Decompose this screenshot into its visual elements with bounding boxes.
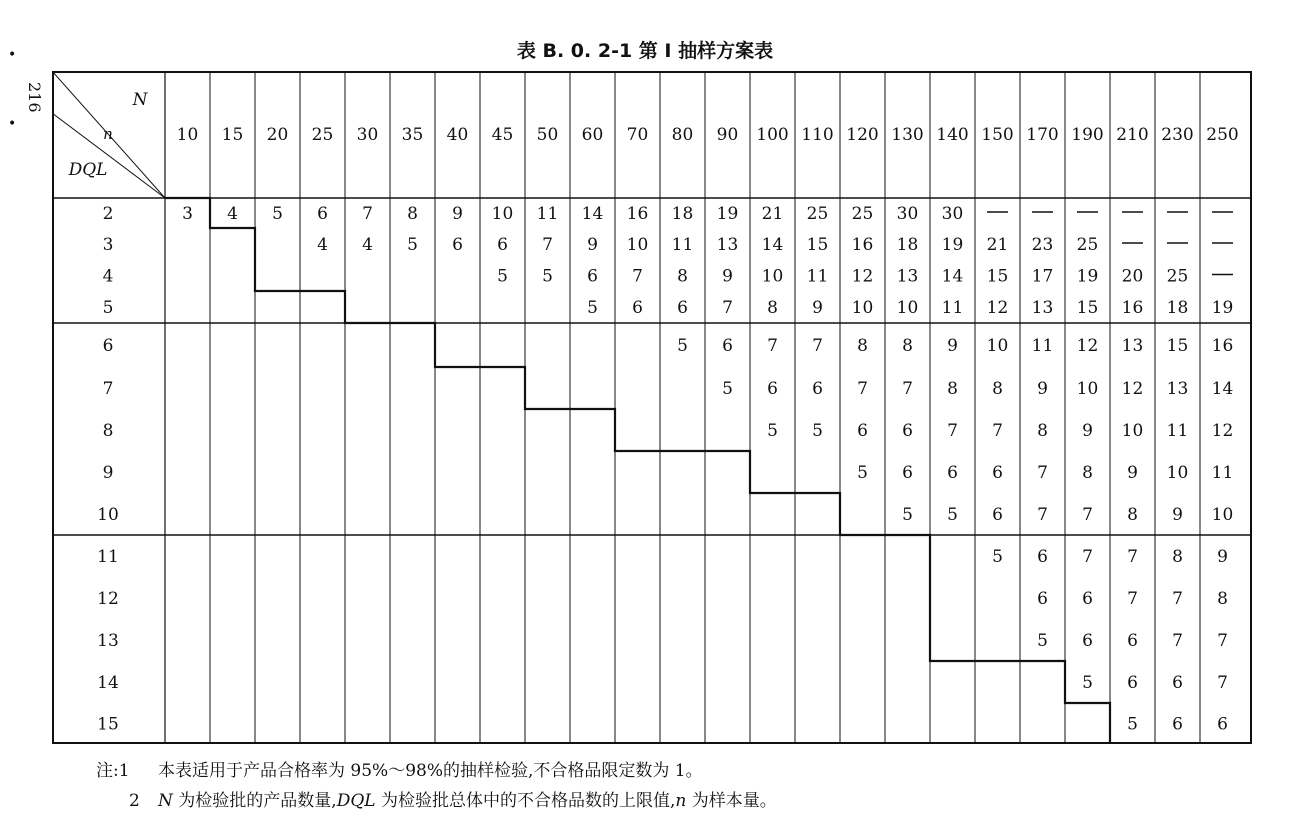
cell-value: 19 [941, 235, 964, 255]
note-2-number: 2 [129, 791, 140, 811]
cell-value: 8 [1082, 463, 1093, 483]
cell-value: 8 [992, 379, 1003, 399]
cell-value: 5 [1127, 714, 1138, 735]
cell-value: 10 [1121, 421, 1144, 441]
cell-value: 10 [986, 336, 1009, 356]
cell-value: 10 [761, 266, 784, 287]
table-cells [68, 90, 1239, 735]
table-notes [96, 756, 777, 816]
cell-value: 10 [1211, 505, 1234, 525]
cell-value: 21 [986, 235, 1009, 255]
margin-bullet: • [8, 47, 17, 63]
cell-value: 7 [362, 204, 373, 224]
cell-value: 5 [857, 463, 868, 483]
cell-value: 5 [677, 336, 688, 356]
cell-value: 5 [407, 235, 418, 255]
cell-value: 11 [806, 266, 829, 287]
cell-value: 6 [947, 463, 958, 483]
cell-value: 6 [1127, 673, 1138, 693]
sampling-plan-table [52, 71, 1252, 744]
cell-value: 5 [1082, 673, 1093, 693]
cell-value: 6 [317, 204, 328, 224]
cell-value: 21 [761, 204, 784, 224]
cell-value: 7 [767, 336, 778, 356]
n-header: 20 [266, 125, 289, 145]
cell-value: 8 [902, 336, 913, 356]
cell-value: 14 [941, 266, 964, 287]
n-header: 250 [1206, 125, 1239, 145]
cell-value: 6 [587, 266, 598, 287]
table-grid [52, 71, 1252, 744]
note-1-text: 本表适用于产品合格率为 95%～98%的抽样检验,不合格品限定数为 1。 [158, 761, 703, 781]
cell-value: 7 [1217, 673, 1228, 693]
n-header: 60 [581, 125, 604, 145]
cell-value: 18 [671, 204, 694, 224]
dql-label: 5 [102, 298, 114, 318]
dql-label: 11 [97, 547, 119, 567]
cell-value: 8 [1172, 547, 1183, 567]
cell-value: 6 [452, 235, 463, 255]
cell-value: 15 [1166, 336, 1189, 356]
cell-value: 13 [896, 266, 919, 287]
cell-value: 4 [227, 204, 238, 224]
cell-value: 20 [1121, 266, 1144, 287]
n-header: 10 [176, 125, 199, 145]
cell-value: 6 [857, 421, 868, 441]
cell-value: 6 [1037, 547, 1048, 567]
table-border [53, 72, 1251, 743]
cell-value: 12 [986, 298, 1009, 318]
dql-label: 15 [97, 714, 119, 735]
cell-value: 11 [1166, 421, 1189, 441]
cell-value: 12 [1076, 336, 1099, 356]
cell-value: 11 [941, 298, 964, 318]
cell-value: 8 [857, 336, 868, 356]
cell-value: 5 [1037, 631, 1048, 651]
n-header: 120 [846, 125, 879, 145]
n-header: 50 [536, 125, 559, 145]
note-2-text-c: 为样本量。 [686, 791, 777, 811]
cell-value: 7 [1037, 463, 1048, 483]
cell-value: 19 [1211, 298, 1234, 318]
cell-value: 13 [1121, 336, 1144, 356]
note-1 [96, 756, 777, 786]
n-header: 210 [1116, 125, 1149, 145]
cell-value: 8 [677, 266, 688, 287]
cell-value: 25 [1076, 235, 1099, 255]
n-header: 170 [1026, 125, 1059, 145]
n-header: 25 [311, 125, 334, 145]
cell-value: 23 [1031, 235, 1054, 255]
cell-value: 4 [362, 235, 373, 255]
n-header: 35 [401, 125, 424, 145]
n-header: 45 [491, 125, 514, 145]
dql-label: 2 [102, 204, 114, 224]
cell-value: 9 [1172, 505, 1183, 525]
cell-value: 19 [716, 204, 739, 224]
n-header: 130 [891, 125, 924, 145]
cell-value: 12 [1121, 379, 1144, 399]
cell-value: 8 [1127, 505, 1138, 525]
dql-label: 13 [97, 631, 119, 651]
cell-value: 7 [1082, 505, 1093, 525]
cell-value: 15 [986, 266, 1009, 287]
dql-label: 3 [102, 235, 114, 255]
cell-value: 6 [767, 379, 778, 399]
cell-value: 7 [1037, 505, 1048, 525]
dql-label: 7 [102, 379, 114, 399]
cell-value: 13 [1031, 298, 1054, 318]
cell-value: 16 [1121, 298, 1144, 318]
cell-value: 6 [1037, 589, 1048, 609]
cell-value: 10 [491, 204, 514, 224]
cell-value: 9 [1082, 421, 1093, 441]
cell-value: 5 [947, 505, 958, 525]
cell-value: 14 [761, 235, 784, 255]
note-2-text-b: 为检验批总体中的不合格品数的上限值, [375, 791, 676, 811]
cell-value: 7 [1172, 631, 1183, 651]
note-2-dql-symbol: DQL [336, 791, 376, 811]
cell-value: 7 [947, 421, 958, 441]
cell-value: 11 [1031, 336, 1054, 356]
cell-value: 10 [1166, 463, 1189, 483]
cell-value: 5 [497, 266, 508, 287]
cell-value: 5 [722, 379, 733, 399]
note-label: 注:1 [96, 761, 130, 781]
cell-value: 7 [632, 266, 643, 287]
cell-value: 9 [1037, 379, 1048, 399]
cell-value: 19 [1076, 266, 1099, 287]
note-2-n-small-symbol: n [675, 791, 687, 811]
dql-label: 9 [102, 463, 114, 483]
cell-value: 7 [1127, 589, 1138, 609]
cell-value: 16 [626, 204, 649, 224]
cell-value: 25 [1166, 266, 1189, 287]
n-header: 150 [981, 125, 1014, 145]
cell-value: 6 [1082, 589, 1093, 609]
dql-label: 4 [102, 266, 114, 287]
cell-value: 8 [1217, 589, 1228, 609]
table-title: 表 B. 0. 2-1 第 Ⅰ 抽样方案表 [516, 40, 774, 62]
n-header: 90 [716, 125, 739, 145]
n-header: 140 [936, 125, 969, 145]
cell-value: 6 [1172, 673, 1183, 693]
cell-value: 9 [722, 266, 733, 287]
cell-value: 9 [1127, 463, 1138, 483]
cell-value: 5 [767, 421, 778, 441]
cell-value: 6 [992, 505, 1003, 525]
cell-value: 9 [1217, 547, 1228, 567]
cell-value: 13 [1166, 379, 1189, 399]
cell-value: 18 [896, 235, 919, 255]
cell-value: 6 [902, 421, 913, 441]
cell-value: 4 [317, 235, 328, 255]
corner-label-n-upper: N [132, 90, 148, 110]
cell-value: 7 [722, 298, 733, 318]
cell-value: 13 [716, 235, 739, 255]
cell-value: 5 [542, 266, 553, 287]
corner-label-n-lower: n [103, 125, 113, 143]
dql-label: 8 [102, 421, 114, 441]
corner-label-dql: DQL [68, 160, 108, 180]
cell-value: 6 [992, 463, 1003, 483]
cell-value: 7 [1082, 547, 1093, 567]
cell-value: 8 [947, 379, 958, 399]
cell-value: 7 [812, 336, 823, 356]
page-number: 216 [25, 82, 44, 113]
cell-value: 30 [941, 204, 964, 224]
n-header: 230 [1161, 125, 1194, 145]
cell-value: 9 [947, 336, 958, 356]
margin-bullet: • [8, 116, 17, 132]
cell-value: 3 [182, 204, 193, 224]
cell-value: 16 [851, 235, 874, 255]
dql-label: 10 [97, 505, 119, 525]
cell-value: 7 [1127, 547, 1138, 567]
cell-value: 14 [1211, 379, 1234, 399]
cell-value: 14 [581, 204, 604, 224]
cell-value: 7 [857, 379, 868, 399]
cell-value: 7 [1217, 631, 1228, 651]
n-header: 40 [446, 125, 469, 145]
cell-value: 16 [1211, 336, 1234, 356]
cell-value: 6 [722, 336, 733, 356]
cell-value: 8 [767, 298, 778, 318]
cell-value: 18 [1166, 298, 1189, 318]
cell-value: 10 [1076, 379, 1099, 399]
n-header: 70 [626, 125, 649, 145]
cell-value: 7 [992, 421, 1003, 441]
cell-value: 12 [1211, 421, 1234, 441]
cell-value: 9 [452, 204, 463, 224]
note-2-n-symbol: N [158, 791, 173, 811]
cell-value: 25 [806, 204, 829, 224]
cell-value: 5 [587, 298, 598, 318]
n-header: 15 [221, 125, 244, 145]
cell-value: 6 [632, 298, 643, 318]
cell-value: 9 [587, 235, 598, 255]
cell-value: 6 [1127, 631, 1138, 651]
cell-value: 17 [1031, 266, 1054, 287]
cell-value: 5 [992, 547, 1003, 567]
cell-value: 12 [851, 266, 874, 287]
cell-value: 5 [812, 421, 823, 441]
n-header: 190 [1071, 125, 1104, 145]
note-2-text-a: 为检验批的产品数量, [172, 791, 337, 811]
dql-label: 14 [97, 673, 119, 693]
cell-value: 10 [851, 298, 874, 318]
n-header: 100 [756, 125, 789, 145]
cell-value: 8 [1037, 421, 1048, 441]
cell-value: 6 [497, 235, 508, 255]
cell-value: 6 [1217, 714, 1228, 735]
cell-value: 7 [542, 235, 553, 255]
cell-value: 10 [626, 235, 649, 255]
cell-value: 11 [1211, 463, 1234, 483]
cell-value: 6 [1172, 714, 1183, 735]
note-2 [96, 786, 777, 816]
n-header: 80 [671, 125, 694, 145]
dql-label: 6 [102, 336, 114, 356]
cell-value: 5 [272, 204, 283, 224]
cell-value: 7 [902, 379, 913, 399]
n-header: 30 [356, 125, 379, 145]
cell-value: 6 [902, 463, 913, 483]
cell-value: 6 [1082, 631, 1093, 651]
cell-value: 10 [896, 298, 919, 318]
cell-value: 5 [902, 505, 913, 525]
cell-value: 11 [536, 204, 559, 224]
cell-value: 8 [407, 204, 418, 224]
n-header: 110 [801, 125, 834, 145]
cell-value: 11 [671, 235, 694, 255]
cell-value: 6 [677, 298, 688, 318]
dql-label: 12 [97, 589, 119, 609]
cell-value: 7 [1172, 589, 1183, 609]
cell-value: 30 [896, 204, 919, 224]
cell-value: 6 [812, 379, 823, 399]
cell-value: 25 [851, 204, 874, 224]
cell-value: 9 [812, 298, 823, 318]
cell-value: 15 [806, 235, 829, 255]
cell-value: 15 [1076, 298, 1099, 318]
